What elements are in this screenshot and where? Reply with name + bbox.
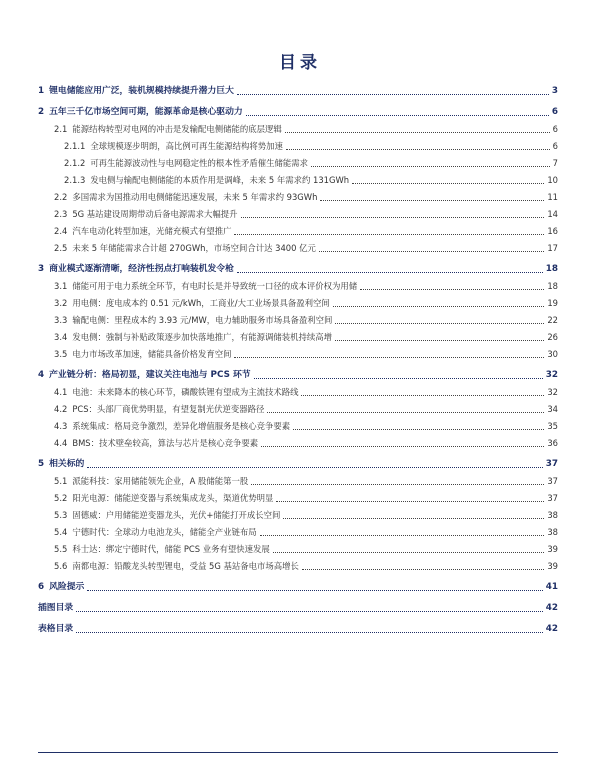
- toc-entry-text: 输配电侧：里程成本约 3.93 元/MW，电力辅助服务市场具备盈利空间: [72, 315, 333, 325]
- toc-entry-text: 宁德时代：全球动力电池龙头，储能全产业链布局: [72, 527, 257, 537]
- toc-entry-number: 3.1: [54, 281, 68, 291]
- toc-entry-label: [54, 387, 298, 398]
- toc-entry[interactable]: [38, 226, 558, 237]
- toc-entry[interactable]: [38, 332, 558, 343]
- toc-entry-number: 2.5: [54, 243, 68, 253]
- toc-dot-leader: [320, 200, 544, 201]
- toc-entry-text: PCS：头部厂商优势明显，有望复制光伏逆变器路径: [72, 404, 265, 414]
- toc-entry-label: [54, 349, 231, 360]
- toc-entry-text: 未来 5 年储能需求合计超 270GWh，市场空间合计达 3400 亿元: [72, 243, 316, 253]
- toc-entry-page: 32: [545, 370, 558, 380]
- toc-entry-page: 3: [551, 86, 558, 96]
- toc-entry-text: 表格目录: [38, 624, 74, 634]
- toc-entry-page: 38: [547, 510, 558, 520]
- toc-entry-text: 汽车电动化转型加速，光储充模式有望推广: [72, 226, 232, 236]
- toc-entry[interactable]: [38, 124, 558, 135]
- toc-entry-text: 固德威：户用储能逆变器龙头，光伏+储能打开成长空间: [72, 510, 281, 520]
- toc-dot-leader: [293, 429, 544, 430]
- toc-entry[interactable]: [38, 561, 558, 572]
- toc-entry-number: 3.5: [54, 349, 68, 359]
- toc-entry-text: 五年三千亿市场空间可期，能源革命是核心驱动力: [49, 107, 243, 117]
- toc-entry-page: 6: [551, 107, 558, 117]
- toc-entry-text: 阳光电源：储能逆变器与系统集成龙头，渠道优势明显: [72, 493, 274, 503]
- toc-dot-leader: [302, 569, 544, 570]
- toc-entry-label: [38, 624, 73, 635]
- toc-entry-text: 储能可用于电力系统全环节，有电时长是并导致统一口径的成本评价权为用储: [72, 281, 358, 291]
- toc-entry-label: [64, 141, 283, 152]
- toc-entry-number: 2.3: [54, 209, 68, 219]
- toc-entry[interactable]: [38, 459, 558, 470]
- toc-entry-page: 30: [547, 349, 558, 359]
- toc-entry-number: 5.1: [54, 476, 68, 486]
- toc-entry-number: 4.4: [54, 438, 68, 448]
- toc-dot-leader: [335, 323, 544, 324]
- toc-entry-label: [38, 603, 73, 614]
- toc-entry-label: [54, 421, 290, 432]
- toc-entry-number: 4: [38, 370, 45, 380]
- toc-dot-leader: [286, 149, 550, 150]
- toc-entry-label: [64, 158, 308, 169]
- toc-entry[interactable]: [38, 209, 558, 220]
- toc-entry[interactable]: [38, 192, 558, 203]
- toc-entry[interactable]: [38, 243, 558, 254]
- toc-dot-leader: [76, 632, 543, 633]
- toc-entry[interactable]: [38, 158, 558, 169]
- page-title: 目录: [279, 53, 321, 73]
- toc-entry-number: 5.4: [54, 527, 68, 537]
- toc-entry-number: 4.3: [54, 421, 68, 431]
- toc-dot-leader: [76, 611, 543, 612]
- toc-entry-page: 37: [547, 493, 558, 503]
- toc-dot-leader: [319, 251, 544, 252]
- toc-dot-leader: [234, 357, 544, 358]
- toc-entry[interactable]: [38, 315, 558, 326]
- toc-dot-leader: [335, 340, 544, 341]
- toc-entry-number: 2.1.2: [64, 158, 86, 168]
- footer-divider: [38, 752, 558, 753]
- toc-entry-text: 多国需求为国推动用电侧储能迅速发展，未来 5 年需求约 93GWh: [72, 192, 318, 202]
- toc-dot-leader: [276, 501, 544, 502]
- toc-entry-number: 3: [38, 264, 45, 274]
- toc-entry[interactable]: [38, 624, 558, 635]
- toc-entry-label: [38, 582, 84, 593]
- toc-entry-label: [64, 175, 349, 186]
- toc-entry-label: [54, 510, 280, 521]
- toc-entry-page: 37: [545, 459, 558, 469]
- toc-entry-text: 插图目录: [38, 603, 74, 613]
- toc-entry-number: 2: [38, 107, 45, 117]
- toc-entry-label: [38, 264, 234, 275]
- toc-entry-label: [54, 404, 264, 415]
- toc-entry-number: 2.1: [54, 124, 68, 134]
- toc-entry[interactable]: [38, 438, 558, 449]
- toc-entry[interactable]: [38, 493, 558, 504]
- toc-entry-page: 16: [547, 226, 558, 236]
- toc-entry-page: 39: [547, 561, 558, 571]
- toc-entry-page: 19: [547, 298, 558, 308]
- toc-entry-page: 17: [547, 243, 558, 253]
- toc-entry[interactable]: [38, 141, 558, 152]
- toc-dot-leader: [246, 115, 549, 116]
- toc-entry-page: 26: [547, 332, 558, 342]
- toc-entry-text: 电力市场改革加速，储能具备价格发育空间: [72, 349, 232, 359]
- toc-entry[interactable]: [38, 281, 558, 292]
- toc-entry-label: [38, 459, 84, 470]
- toc-dot-leader: [251, 484, 544, 485]
- toc-entry-number: 5.6: [54, 561, 68, 571]
- toc-entry-page: 6: [552, 124, 558, 134]
- toc-entry-number: 3.4: [54, 332, 68, 342]
- toc-dot-leader: [261, 446, 544, 447]
- toc-entry-label: [54, 544, 270, 555]
- toc-dot-leader: [352, 183, 544, 184]
- toc-entry-label: [54, 243, 316, 254]
- toc-entry-page: 14: [547, 209, 558, 219]
- toc-entry-page: 18: [545, 264, 558, 274]
- toc-entry-number: 1: [38, 86, 45, 96]
- toc-entry-label: [54, 315, 332, 326]
- toc-dot-leader: [87, 590, 542, 591]
- toc-entry-label: [54, 209, 238, 220]
- toc-entry-label: [54, 124, 282, 135]
- toc-entry-label: [54, 298, 330, 309]
- toc-dot-leader: [234, 234, 544, 235]
- toc-dot-leader: [237, 94, 549, 95]
- toc-entry-page: 42: [545, 624, 558, 634]
- toc-entry-text: 风险提示: [49, 582, 85, 592]
- toc-entry-text: 商业模式逐渐清晰，经济性拐点打响装机发令枪: [49, 264, 234, 274]
- toc-entry-label: [38, 86, 234, 97]
- toc-dot-leader: [87, 467, 542, 468]
- toc-entry-page: 38: [547, 527, 558, 537]
- toc-entry[interactable]: [38, 582, 558, 593]
- toc-entry[interactable]: [38, 527, 558, 538]
- toc-dot-leader: [285, 132, 550, 133]
- toc-entry-number: 6: [38, 582, 45, 592]
- toc-dot-leader: [267, 412, 544, 413]
- toc-entry-number: 5.3: [54, 510, 68, 520]
- toc-entry[interactable]: [38, 603, 558, 614]
- toc-entry-text: 全球规模逐步明朗，高比例可再生能源结构将势加速: [90, 141, 283, 151]
- toc-entry-page: 7: [552, 158, 558, 168]
- toc-entry-number: 5.2: [54, 493, 68, 503]
- toc-entry-number: 3.3: [54, 315, 68, 325]
- toc-entry-label: [54, 438, 258, 449]
- toc-entry-label: [54, 332, 332, 343]
- toc-entry-text: 相关标的: [49, 459, 85, 469]
- toc-entry[interactable]: [38, 544, 558, 555]
- toc-entry[interactable]: [38, 175, 558, 186]
- toc-entry[interactable]: [38, 370, 558, 381]
- toc-dot-leader: [311, 166, 550, 167]
- toc-dot-leader: [273, 552, 545, 553]
- toc-entry-page: 39: [547, 544, 558, 554]
- toc-dot-leader: [254, 378, 543, 379]
- toc-entry[interactable]: [38, 107, 558, 118]
- toc-entry-page: 18: [547, 281, 558, 291]
- toc-entry[interactable]: [38, 349, 558, 360]
- toc-entry-text: 发电侧：強制与补贴政策逐步加快落地推广，有能源调储装机持续高增: [72, 332, 332, 342]
- toc-entry-page: 6: [552, 141, 558, 151]
- toc-entry-number: 2.1.1: [64, 141, 86, 151]
- table-of-contents: [38, 86, 558, 641]
- toc-dot-leader: [260, 535, 545, 536]
- toc-entry-text: 南都电源：铅酸龙头转型锂电，受益 5G 基站备电市场高增长: [72, 561, 299, 571]
- toc-entry-page: 11: [547, 192, 558, 202]
- toc-entry-label: [38, 370, 251, 381]
- toc-entry-page: 37: [547, 476, 558, 486]
- toc-entry[interactable]: [38, 264, 558, 275]
- toc-entry-number: 4.2: [54, 404, 68, 414]
- toc-entry-page: 35: [547, 421, 558, 431]
- toc-entry-number: 4.1: [54, 387, 68, 397]
- toc-entry-page: 41: [545, 582, 558, 592]
- toc-entry[interactable]: [38, 510, 558, 521]
- toc-entry-text: 用电侧：度电成本约 0.51 元/kWh，工商业/大工业场景具备盈利空间: [72, 298, 330, 308]
- toc-entry-number: 5.5: [54, 544, 68, 554]
- toc-entry-label: [54, 476, 248, 487]
- toc-entry-text: 系统集成：格局竞争激烈，差异化增值服务是核心竞争要素: [72, 421, 291, 431]
- toc-entry-label: [54, 226, 231, 237]
- toc-entry-label: [54, 192, 317, 203]
- toc-entry-label: [54, 561, 299, 572]
- toc-entry-text: BMS：技术壁垒较高，算法与芯片是核心竞争要素: [72, 438, 259, 448]
- toc-entry-number: 2.1.3: [64, 175, 86, 185]
- toc-dot-leader: [360, 289, 544, 290]
- toc-entry-text: 锂电储能应用广泛，装机规模持续提升潜力巨大: [49, 86, 234, 96]
- toc-dot-leader: [241, 217, 545, 218]
- toc-entry[interactable]: [38, 86, 558, 97]
- toc-dot-leader: [283, 518, 544, 519]
- toc-entry-label: [54, 281, 357, 292]
- toc-entry-label: [54, 527, 257, 538]
- toc-entry[interactable]: [38, 421, 558, 432]
- toc-entry-text: 发电侧与输配电侧储能的本质作用是调峰，未来 5 年需求约 131GWh: [90, 175, 350, 185]
- toc-dot-leader: [237, 272, 543, 273]
- toc-dot-leader: [333, 306, 545, 307]
- toc-entry-text: 电池：未来降本的核心环节，磷酸铁锂有望成为主流技术路线: [72, 387, 299, 397]
- toc-entry-number: 5: [38, 459, 45, 469]
- toc-entry[interactable]: [38, 404, 558, 415]
- toc-entry-page: 42: [545, 603, 558, 613]
- toc-entry-number: 2.2: [54, 192, 68, 202]
- toc-entry-label: [38, 107, 243, 118]
- toc-entry-label: [54, 493, 273, 504]
- toc-entry-number: 2.4: [54, 226, 68, 236]
- toc-entry-page: 32: [547, 387, 558, 397]
- toc-entry[interactable]: [38, 298, 558, 309]
- toc-entry-page: 22: [547, 315, 558, 325]
- toc-entry-page: 10: [547, 175, 558, 185]
- toc-entry-text: 派能科技：家用储能领先企业，A 股储能第一股: [72, 476, 249, 486]
- toc-dot-leader: [301, 395, 544, 396]
- toc-entry-text: 科士达：绑定宁德时代，储能 PCS 业务有望快速发展: [72, 544, 270, 554]
- toc-entry-text: 可再生能源波动性与电网稳定性的根本性矛盾催生储能需求: [90, 158, 309, 168]
- toc-entry-text: 产业链分析：格局初显，建议关注电池与 PCS 环节: [49, 370, 251, 380]
- toc-entry-number: 3.2: [54, 298, 68, 308]
- toc-entry-text: 5G 基站建设周期带动后备电源需求大幅提升: [72, 209, 238, 219]
- toc-entry[interactable]: [38, 387, 558, 398]
- toc-entry-page: 36: [547, 438, 558, 448]
- toc-entry-text: 能源结构转型对电网的冲击是发输配电侧储能的底层逻辑: [72, 124, 282, 134]
- toc-entry-page: 34: [547, 404, 558, 414]
- toc-entry[interactable]: [38, 476, 558, 487]
